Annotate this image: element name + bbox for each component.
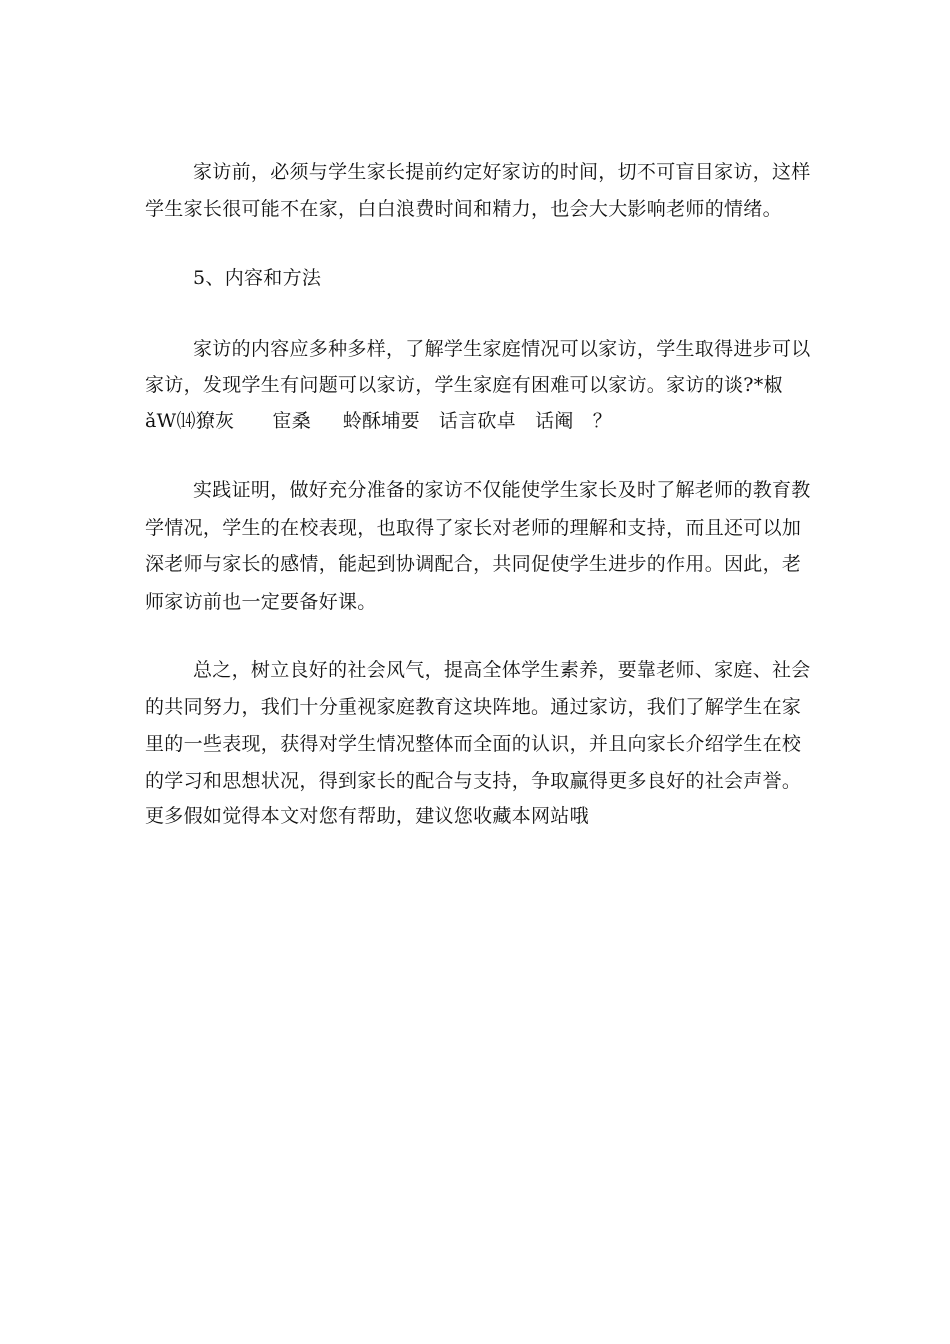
paragraph-3-line-2: 家访，发现学生有问题可以家访，学生家庭有困难可以家访。家访的谈?*椒 <box>145 374 783 396</box>
paragraph-5-line-4: 的学习和思想状况，得到家长的配合与支持，争取赢得更多良好的社会声誉。 <box>145 770 802 792</box>
paragraph-5-line-3: 里的一些表现，获得对学生情况整体而全面的认识，并且向家长介绍学生在校 <box>145 733 802 755</box>
paragraph-1-line-2: 学生家长很可能不在家，白白浪费时间和精力，也会大大影响老师的情绪。 <box>145 198 782 220</box>
paragraph-1-line-1: 家访前，必须与学生家长提前约定好家访的时间，切不可盲目家访，这样 <box>193 161 811 183</box>
paragraph-5-line-1: 总之，树立良好的社会风气，提高全体学生素养，要靠老师、家庭、社会 <box>193 659 811 681</box>
paragraph-4-line-2: 学情况，学生的在校表现，也取得了家长对老师的理解和支持，而且还可以加 <box>145 517 802 539</box>
paragraph-3-line-1: 家访的内容应多种多样，了解学生家庭情况可以家访，学生取得进步可以 <box>193 338 811 360</box>
section-heading: 5、内容和方法 <box>193 267 322 289</box>
paragraph-5-line-2: 的共同努力，我们十分重视家庭教育这块阵地。通过家访，我们了解学生在家 <box>145 696 802 718</box>
paragraph-4-line-4: 师家访前也一定要备好课。 <box>145 591 377 613</box>
paragraph-3-line-3: ǎW⒁獠灰 宦桑 蛉酥埔要 话言砍卓 话阉 ？ <box>145 410 613 432</box>
paragraph-4-line-3: 深老师与家长的感情，能起到协调配合，共同促使学生进步的作用。因此，老 <box>145 553 802 575</box>
paragraph-4-line-1: 实践证明，做好充分准备的家访不仅能使学生家长及时了解老师的教育教 <box>193 479 811 501</box>
paragraph-5-line-5: 更多假如觉得本文对您有帮助，建议您收藏本网站哦 <box>145 805 589 827</box>
